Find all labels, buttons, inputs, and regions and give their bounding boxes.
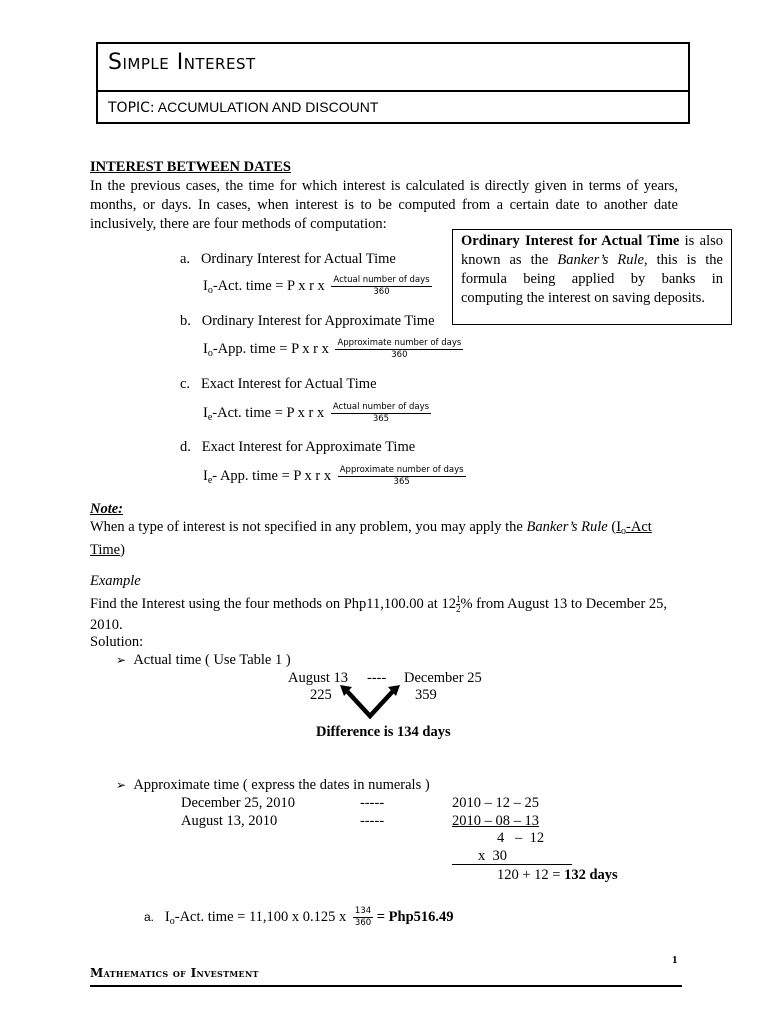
approx-row2-label: August 13, 2010 [181, 813, 278, 829]
topic-line [108, 99, 378, 116]
method-b-label: b. Ordinary Interest for Approximate Time [180, 313, 435, 329]
solution-label: Solution: [90, 634, 144, 650]
answer-a-fraction: $\frac{134}{360}$ [354, 906, 372, 928]
example-label: Example [90, 573, 141, 589]
method-d-formula: $I_e-$ App. time = P x r x $\frac{\text{Approximate number of days}}{365}$ [203, 465, 464, 487]
approx-result: 120 + 12 = 132 days [497, 867, 618, 883]
note-text: When a type of interest is not specified in any problem, you may apply the Banker’s Rule ($I_o$-Act Time) [90, 519, 652, 558]
page-title: Simple Interest [108, 50, 256, 75]
section-intro: In the previous cases, the time for which interest is calculated is directly given in terms of years, months, or days. In cases, when interest is to be computed from a certain date to another date inclusively, there are four methods of computation: [90, 178, 678, 232]
actual-time-bullet: ➢ Actual time ( Use Table 1 ) [116, 652, 291, 668]
footer-title: Mathematics of Investment [90, 966, 259, 980]
note-label: Note: [90, 501, 124, 517]
actual-val1: 225 [310, 687, 332, 703]
actual-val2: 359 [415, 687, 437, 703]
topic-label: TOPIC: [108, 100, 155, 116]
example-text: Find the Interest using the four methods on Php11,100.00 at 12 $\frac{1}{2}$ % from August 13 to December 25, 2010. [90, 594, 668, 633]
footer-rule [90, 985, 682, 987]
method-a-label: a. Ordinary Interest for Actual Time [180, 251, 396, 267]
method-b-formula: $I_o$-App. time = P x r x $\frac{\text{Approximate number of days}}{360}$ [203, 338, 462, 360]
approx-row1-val: 2010 – 12 – 25 [452, 795, 539, 811]
mixed-fraction: $\frac{1}{2}$ [455, 594, 461, 615]
approx-row4-val: x 30 [478, 848, 507, 864]
actual-date1: August 13 [288, 670, 349, 686]
page-number: 1 [672, 954, 678, 966]
method-c-fraction: $\frac{\text{Actual number of days}}{365}$ [332, 402, 430, 424]
difference-chevron-icon [340, 684, 400, 724]
approx-row2-sep: ----- [360, 813, 385, 829]
approx-row1-label: December 25, 2010 [181, 795, 295, 811]
topic-value: ACCUMULATION AND DISCOUNT [154, 99, 379, 115]
approx-row3-val: 4 – 12 [497, 830, 545, 846]
approx-row2-val: 2010 – 08 – 13 [452, 813, 539, 829]
approx-row1-sep: ----- [360, 795, 385, 811]
section-heading: INTEREST BETWEEN DATES [90, 159, 291, 175]
actual-sep: ---- [367, 670, 387, 686]
method-a-fraction: $\frac{\text{Actual number of days}}{360}$ [333, 275, 430, 297]
method-c-label: c. Exact Interest for Actual Time [180, 376, 377, 392]
arrow-bullet-icon: ➢ [116, 653, 127, 667]
answer-a: a. $I_o$-Act. time = 11,100 x 0.125 x $\frac{134}{360}$ = Php516.49 [144, 906, 454, 928]
approx-time-bullet: ➢ Approximate time ( express the dates in numerals ) [116, 777, 430, 793]
method-d-fraction: $\frac{\text{Approximate number of days}}{365}$ [339, 465, 464, 487]
approx-rule [452, 864, 572, 865]
actual-date2: December 25 [404, 670, 482, 686]
method-b-fraction: $\frac{\text{Approximate number of days}}{360}$ [337, 338, 462, 360]
method-d-label: d. Exact Interest for Approximate Time [180, 439, 416, 455]
arrow-bullet-icon: ➢ [116, 778, 127, 792]
difference-text: Difference is 134 days [316, 724, 451, 740]
method-c-formula: $I_e$-Act. time = P x r x $\frac{\text{Actual number of days}}{365}$ [203, 402, 430, 424]
bankers-rule-callout: Ordinary Interest for Actual Time is also known as the Banker’s Rule, this is the formula being applied by banks in computing the interest on saving deposits. [452, 229, 732, 325]
method-a-formula: $I_o$-Act. time = P x r x $\frac{\text{Actual number of days}}{360}$ [203, 275, 430, 297]
